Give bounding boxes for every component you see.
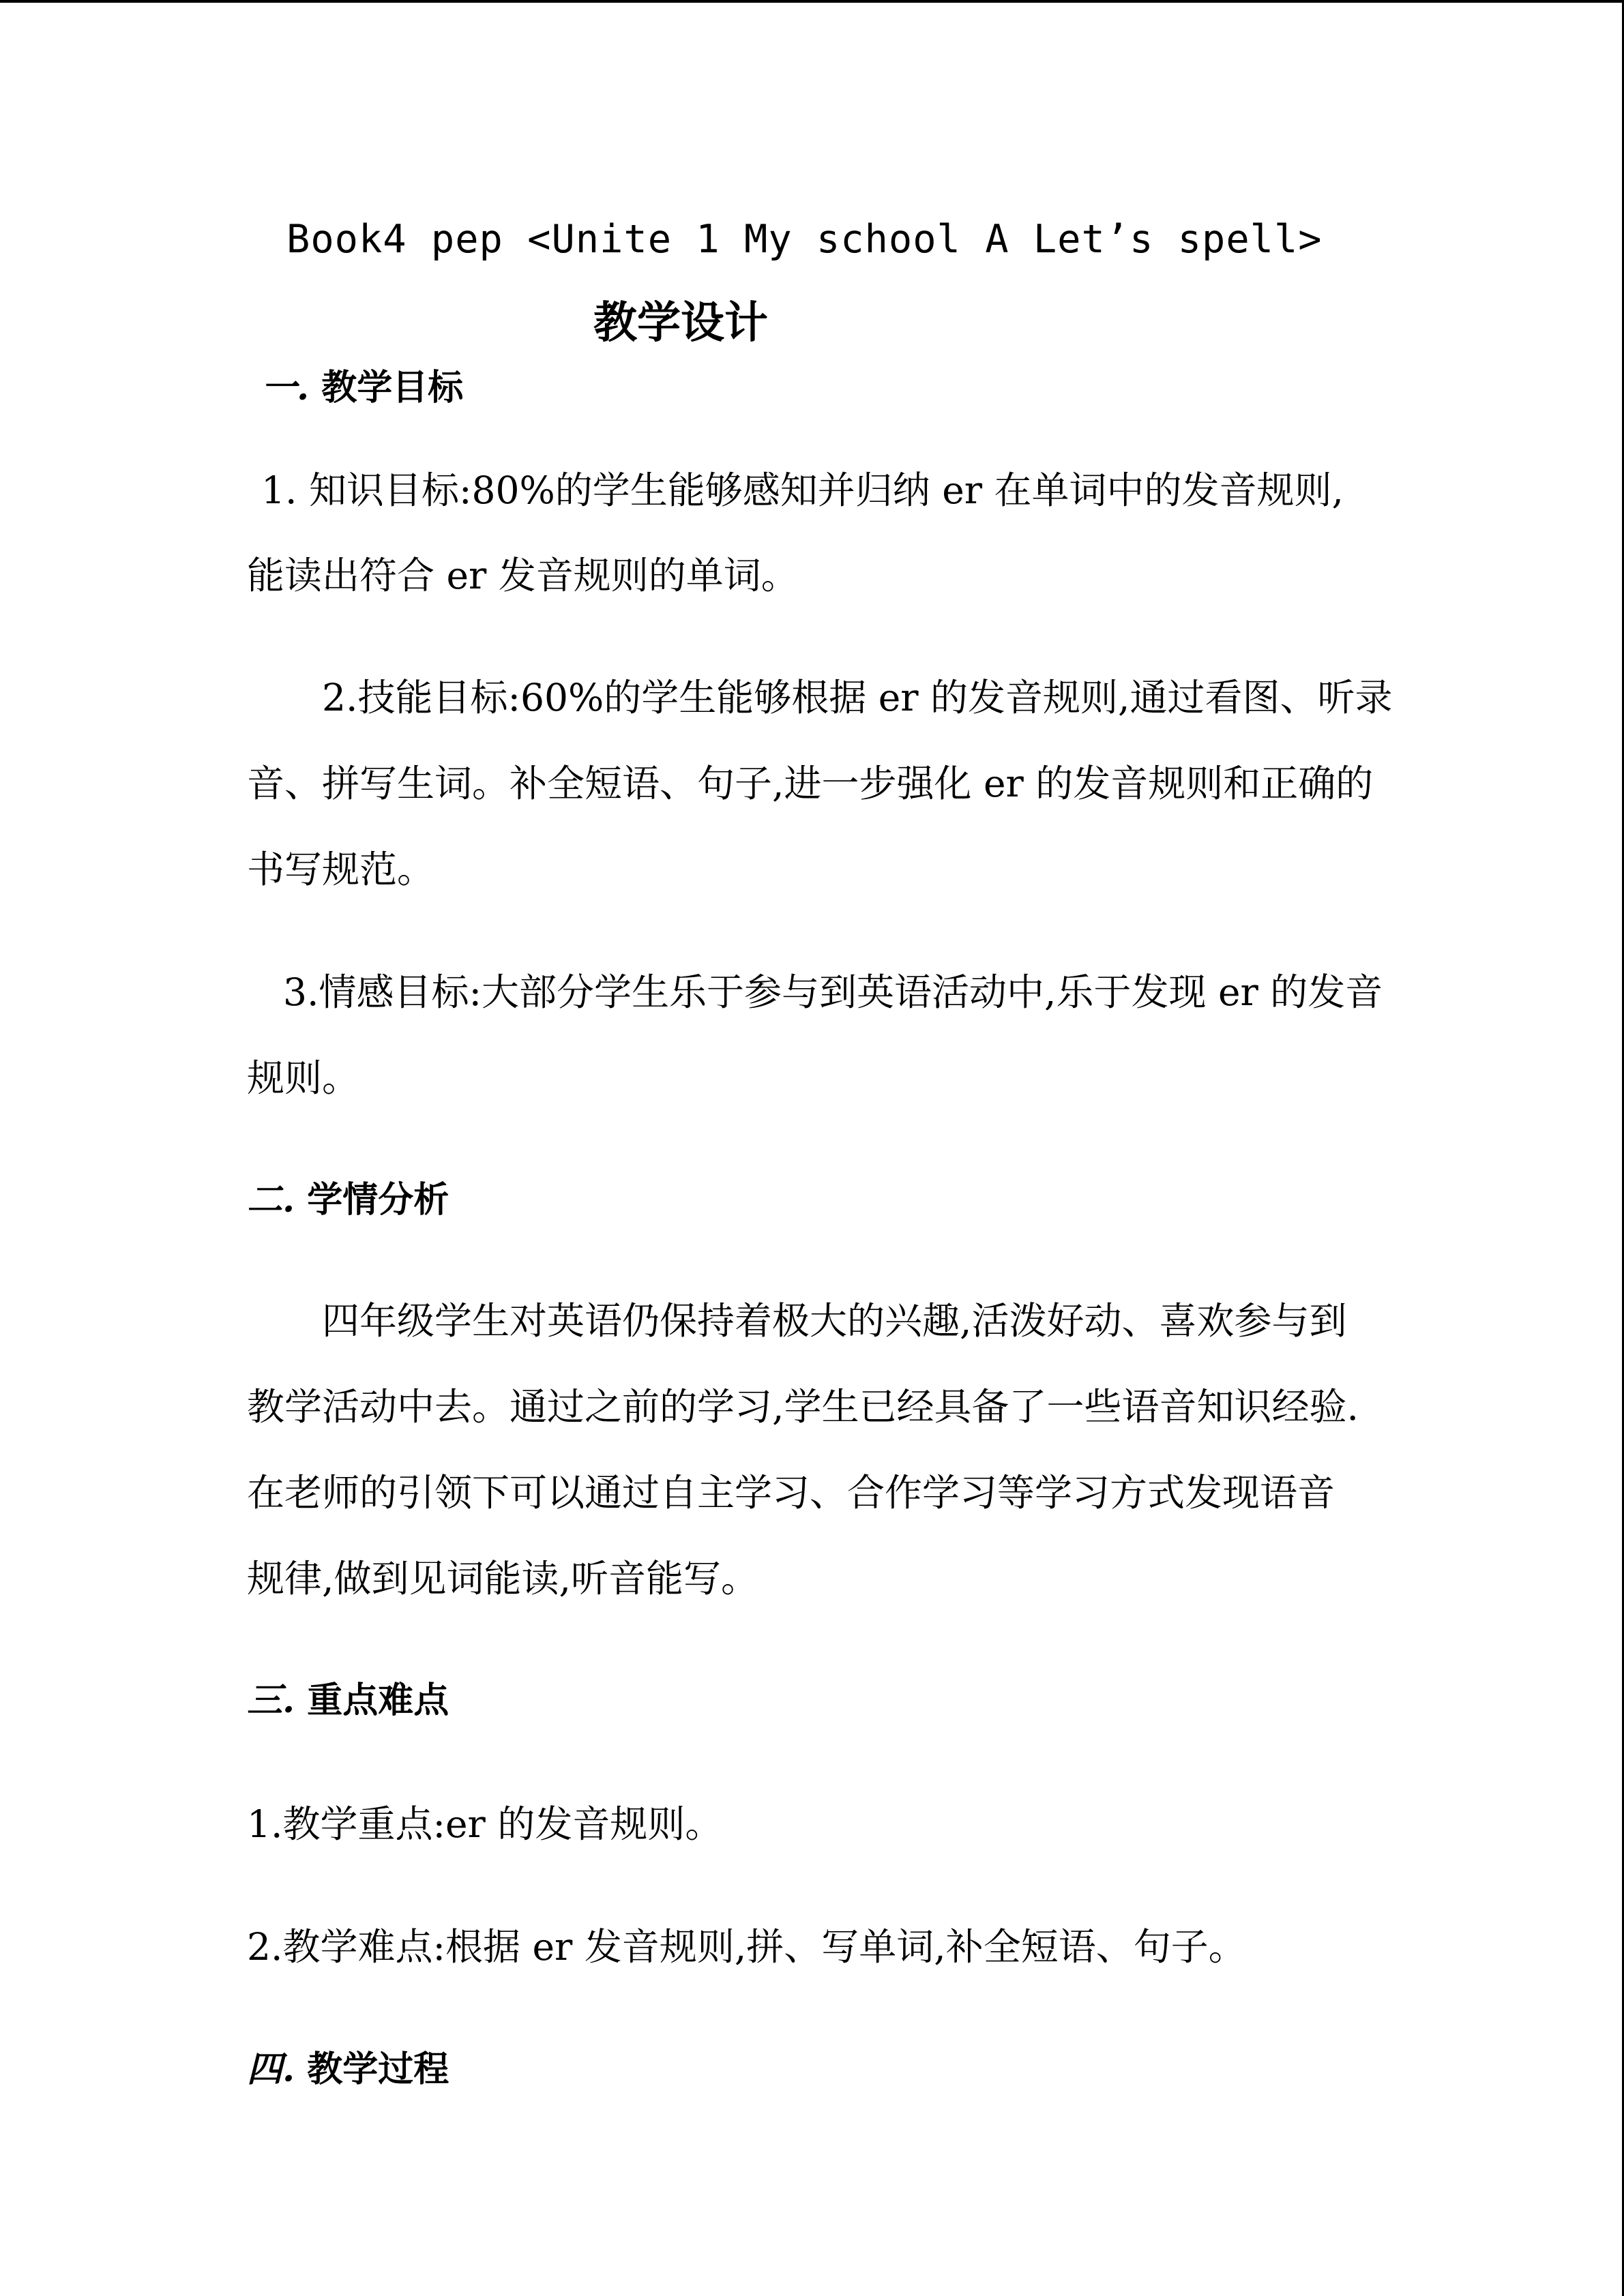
paragraph-line: 1. 知识目标:80%的学生能够感知并归纳 er 在单词中的发音规则, (261, 468, 1344, 512)
paragraph-line: 规则。 (247, 1056, 360, 1100)
section-heading-process (247, 2048, 449, 2090)
paragraph-line: 在老师的引领下可以通过自主学习、合作学习等学习方式发现语音 (247, 1471, 1335, 1515)
paragraph-line: 教学活动中去。通过之前的学习,学生已经具备了一些语音知识经验. (247, 1385, 1359, 1429)
paragraph-line: 规律,做到见词能读,听音能写。 (247, 1557, 758, 1600)
paragraph-line: 3.情感目标:大部分学生乐于参与到英语活动中,乐于发现 er 的发音 (283, 970, 1383, 1014)
section-title: 教学目标 (321, 368, 464, 408)
section-number: 三. (247, 1680, 295, 1721)
paragraph-line: 书写规范。 (247, 848, 435, 891)
section-number: 一. (261, 367, 310, 408)
paragraph-line: 音、拼写生词。补全短语、句子,进一步强化 er 的发音规则和正确的 (247, 762, 1374, 805)
section-number: 四. (247, 2048, 295, 2090)
paragraph-line: 四年级学生对英语仍保持着极大的兴趣,活泼好动、喜欢参与到 (322, 1299, 1347, 1343)
section-title: 教学过程 (307, 2049, 449, 2090)
section-title: 重点难点 (307, 1680, 449, 1721)
section-heading-key-points (247, 1680, 449, 1721)
document-title: Book4 pep <Unite 1 My school A Let’s spell> (286, 217, 1323, 262)
section-title: 学情分析 (307, 1180, 449, 1221)
section-number: 二. (247, 1179, 295, 1221)
page-top-border (0, 0, 1624, 3)
paragraph-line: 2.教学难点:根据 er 发音规则,拼、写单词,补全短语、句子。 (247, 1925, 1246, 1969)
paragraph-line: 1.教学重点:er 的发音规则。 (247, 1802, 723, 1846)
document-subtitle: 教学设计 (593, 297, 768, 348)
paragraph-line: 能读出符合 er 发音规则的单词。 (247, 554, 799, 597)
section-heading-objectives (261, 367, 464, 408)
section-heading-analysis (247, 1179, 449, 1221)
paragraph-line: 2.技能目标:60%的学生能够根据 er 的发音规则,通过看图、听录 (322, 676, 1393, 719)
